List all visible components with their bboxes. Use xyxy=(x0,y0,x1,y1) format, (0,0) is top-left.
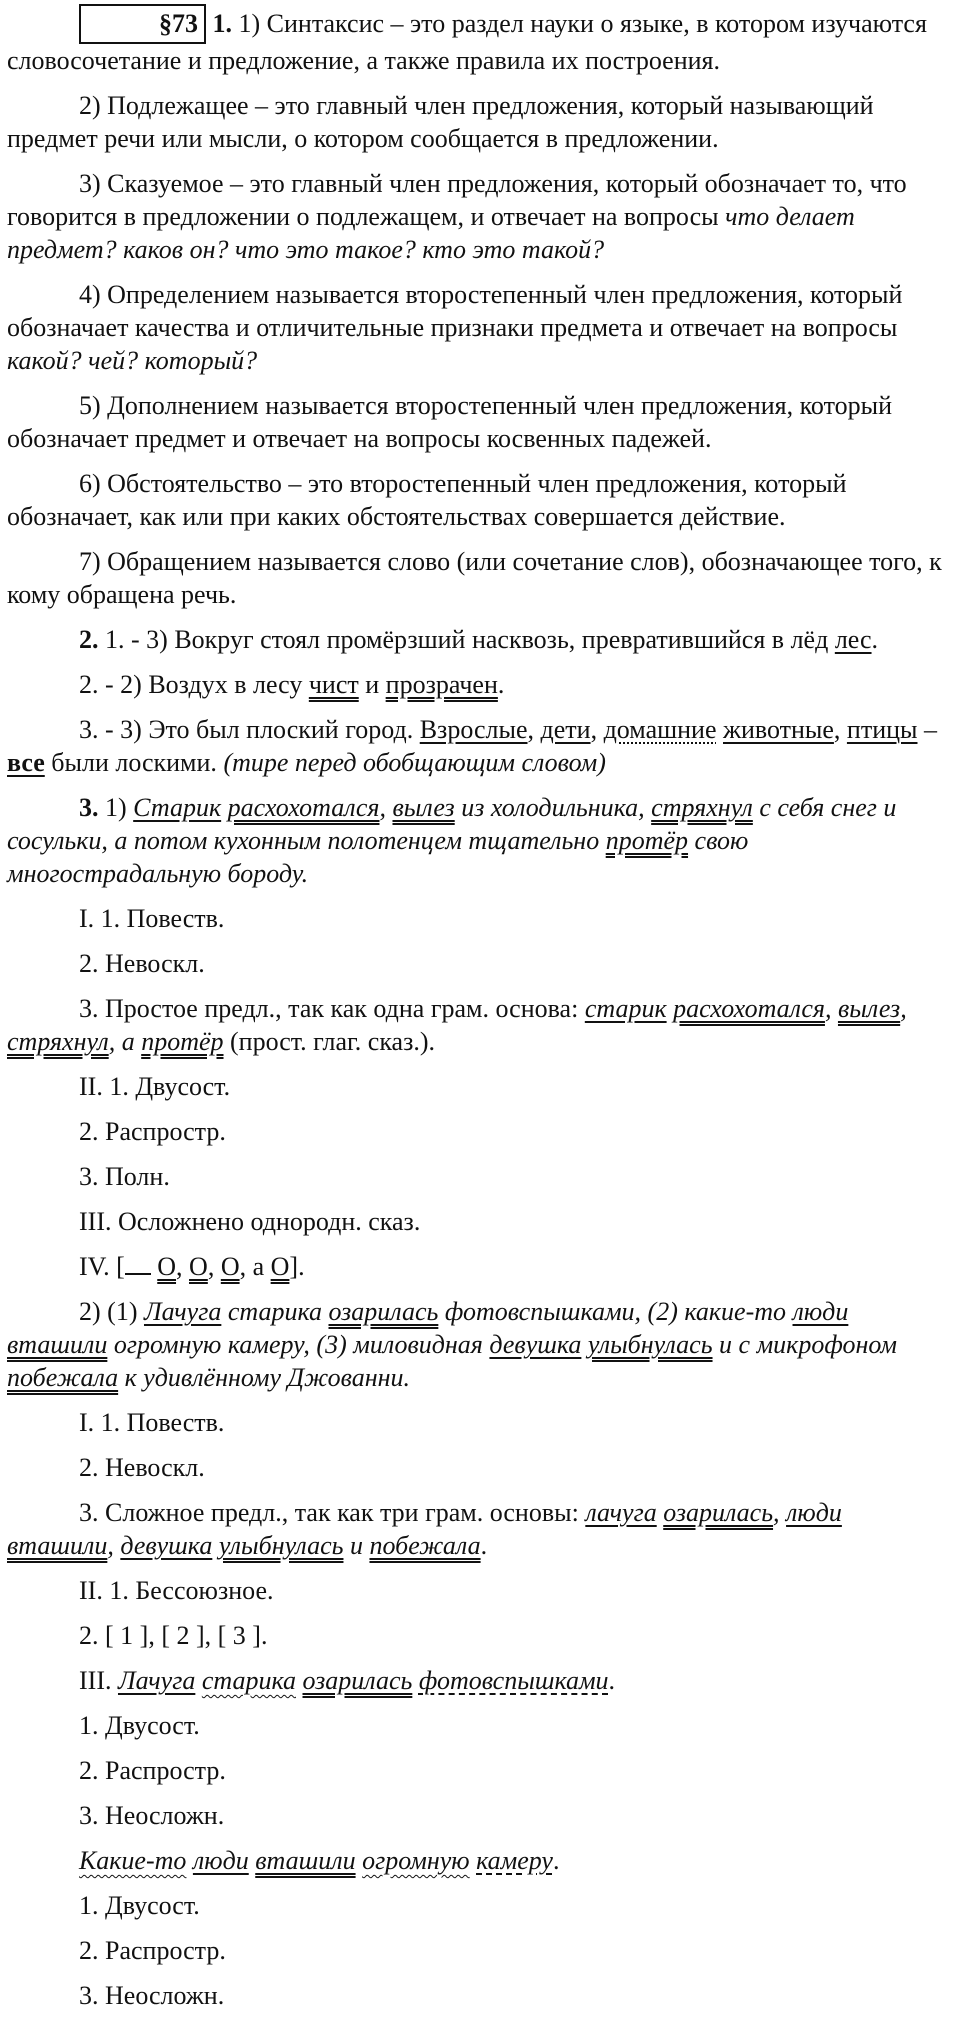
analysis-line: 3. Неосложн. xyxy=(79,1801,225,1830)
analysis-line: II. 1. Бессоюзное. xyxy=(79,1576,274,1605)
predicate-word: вташили xyxy=(7,1330,108,1359)
text: 3. Сложное предл., так как три грам. основы: xyxy=(79,1498,586,1527)
task1-p2: 2) Подлежащее – это главный член предложения, который называющий предмет речи или мысли, о котором сообщается в предложении. xyxy=(7,91,874,153)
punct: , xyxy=(176,1252,190,1281)
analysis-line xyxy=(7,1664,955,1697)
analysis-line: 2. Распростр. xyxy=(79,1756,226,1785)
conj: и xyxy=(343,1531,370,1560)
punct: ]. xyxy=(289,1252,305,1281)
analysis-line: 2. Распростр. xyxy=(79,1117,226,1146)
punct: , xyxy=(107,1531,121,1560)
predicate-word: побежала xyxy=(7,1363,119,1392)
predicate-word: прозрачен xyxy=(385,670,498,699)
analysis-line: I. 1. Повеств. xyxy=(79,1408,225,1437)
task2-l3-text2: были лоскими. xyxy=(44,748,224,777)
text: с себя снег и сосульки, а потом кухонным полотенцем тщательно xyxy=(7,793,897,855)
task3-s1 xyxy=(7,791,955,890)
document-page xyxy=(7,0,955,2024)
subject-word: Взрослые xyxy=(419,715,528,744)
subject-word: животные xyxy=(723,715,834,744)
task1-p7: 7) Обращением называется слово (или сочетание слов), обозначающее того, к кому обращена речь. xyxy=(7,547,942,609)
analysis-line: I. 1. Повеств. xyxy=(79,904,225,933)
punct: , а xyxy=(239,1252,271,1281)
text: III. xyxy=(79,1666,118,1695)
analysis-line xyxy=(7,1844,955,1877)
analysis-line: 3. Полн. xyxy=(79,1162,170,1191)
section-number: §73 xyxy=(79,4,206,44)
attribute-word: домашние xyxy=(603,715,717,744)
predicate-word: протёр xyxy=(141,1027,224,1056)
subject-word: люди xyxy=(792,1297,849,1326)
analysis-line: 1. Двусост. xyxy=(79,1711,200,1740)
analysis-line: 2. Невоскл. xyxy=(79,949,205,978)
task1-p4-italic: какой? чей? который? xyxy=(7,346,258,375)
punct: , xyxy=(207,1252,221,1281)
conj: и xyxy=(358,670,386,699)
task1-p3 xyxy=(7,167,955,266)
task1-p3-italic: что делает предмет? каков он? что это такое? кто это такой? xyxy=(7,202,855,264)
task2-number: 2. xyxy=(79,625,99,654)
predicate-word: побежала xyxy=(369,1531,481,1560)
subject-word: Старик xyxy=(133,793,222,822)
punct: , xyxy=(590,715,604,744)
subject-word: старик xyxy=(584,994,667,1023)
predicate-word: протёр xyxy=(605,826,689,855)
punct: , xyxy=(833,715,847,744)
text: (прост. глаг. сказ.). xyxy=(223,1027,436,1056)
subject-word: Лачуга xyxy=(143,1297,222,1326)
subject-word: лачуга xyxy=(585,1498,657,1527)
predicate-word: расхохотался xyxy=(227,793,380,822)
punct: – xyxy=(917,715,937,744)
item-number: 2) (1) xyxy=(79,1297,144,1326)
punct: . xyxy=(608,1666,616,1695)
predicate-word: озарилась xyxy=(663,1498,774,1527)
text: IV. [ xyxy=(79,1252,125,1281)
predicate-word: стряхнул xyxy=(7,1027,109,1056)
subject-word: лес xyxy=(834,625,872,654)
task3-s2 xyxy=(7,1295,955,1394)
subject-scheme-mark xyxy=(125,1251,151,1275)
analysis-line: 2. Невоскл. xyxy=(79,1453,205,1482)
predicate-scheme: O xyxy=(157,1252,177,1281)
analysis-line: 1. Двусост. xyxy=(79,1891,200,1920)
text: , а xyxy=(108,1027,142,1056)
predicate-word: улыбнулась xyxy=(218,1531,344,1560)
predicate-scheme: O xyxy=(220,1252,240,1281)
task1-p4 xyxy=(7,278,955,377)
scheme-line: 2. [ 1 ], [ 2 ], [ 3 ]. xyxy=(79,1621,268,1650)
text: к удивлённому Джованни. xyxy=(118,1363,410,1392)
text: фотовспышками, (2) какие-то xyxy=(438,1297,793,1326)
punct: , xyxy=(900,994,907,1023)
punct: . xyxy=(480,1531,488,1560)
subject-word: люди xyxy=(192,1846,249,1875)
predicate-scheme: O xyxy=(189,1252,208,1281)
task2-l1 xyxy=(7,623,955,656)
task1-number: 1. xyxy=(212,9,232,38)
punct: . xyxy=(871,625,879,654)
subject-word: Лачуга xyxy=(117,1666,196,1695)
predicate-word: чист xyxy=(308,670,359,699)
attribute-word: Какие-то xyxy=(79,1846,187,1875)
predicate-word: озарилась xyxy=(302,1666,413,1695)
task1-p4-text: 4) Определением называется второстепенный член предложения, который обозначает качества и отличительные признаки предмета и отвечает на вопросы xyxy=(7,280,903,342)
task2-l2 xyxy=(7,668,955,701)
subject-word: дети xyxy=(540,715,591,744)
text: 3. Простое предл., так как одна грам. основа: xyxy=(79,994,585,1023)
text: старика xyxy=(221,1297,329,1326)
punct: . xyxy=(552,1846,560,1875)
analysis-line xyxy=(7,992,955,1058)
punct: . xyxy=(497,670,505,699)
scheme-line xyxy=(7,1250,955,1283)
object-word: камеру xyxy=(476,1846,553,1875)
task2-l2-text: 2. - 2) Воздух в лесу xyxy=(79,670,309,699)
predicate-word: расхохотался xyxy=(673,994,825,1023)
punct: , xyxy=(527,715,541,744)
task1-p3-text: 3) Сказуемое – это главный член предложения, который обозначает то, что говорится в предложении о подлежащем, и отвечает на вопросы xyxy=(7,169,907,231)
task1-p5: 5) Дополнением называется второстепенный член предложения, который обозначает предмет и отвечает на вопросы косвенных падежей. xyxy=(7,391,892,453)
predicate-word: вташили xyxy=(255,1846,356,1875)
task3-number: 3. xyxy=(79,793,99,822)
analysis-line: III. Осложнено однородн. сказ. xyxy=(79,1207,421,1236)
attribute-word: огромную xyxy=(362,1846,470,1875)
analysis-line: II. 1. Двусост. xyxy=(79,1072,231,1101)
subject-word: птицы xyxy=(846,715,918,744)
predicate-scheme: O xyxy=(270,1252,290,1281)
predicate-word: вташили xyxy=(7,1531,108,1560)
punct: , xyxy=(379,793,393,822)
analysis-line xyxy=(7,1496,955,1562)
task2-l3-text: 3. - 3) Это был плоский город. xyxy=(79,715,420,744)
attribute-word: старика xyxy=(201,1666,296,1695)
task2-l1-text: 1. - 3) Вокруг стоял промёрзший насквозь, превратившийся в лёд xyxy=(98,625,835,654)
subject-word: девушка xyxy=(120,1531,213,1560)
text: огромную камеру, (3) миловидная xyxy=(107,1330,490,1359)
item-number: 1) xyxy=(98,793,134,822)
subject-word: люди xyxy=(786,1498,842,1527)
object-word: фотовспышками xyxy=(418,1666,609,1695)
punct: , xyxy=(824,994,838,1023)
subject-word: девушка xyxy=(489,1330,582,1359)
predicate-word: стряхнул xyxy=(651,793,753,822)
text: и с микрофоном xyxy=(712,1330,897,1359)
task2-l3 xyxy=(7,713,955,779)
predicate-word: вылез xyxy=(392,793,455,822)
text: свою многострадальную бороду. xyxy=(7,826,749,888)
task2-note: (тире перед обобщающим словом) xyxy=(223,748,606,777)
predicate-word: озарилась xyxy=(328,1297,439,1326)
task1-p1-text: 1) Синтаксис – это раздел науки о языке, в котором изучаются словосочетание и предложение, а также правила их построения. xyxy=(7,9,927,75)
predicate-word: улыбнулась xyxy=(587,1330,713,1359)
predicate-word: вылез xyxy=(837,994,901,1023)
analysis-line: 3. Неосложн. xyxy=(79,1981,225,2010)
task1-p1 xyxy=(7,4,955,77)
generalizing-word: все xyxy=(7,748,45,777)
text: из холодильника, xyxy=(454,793,652,822)
task1-p6: 6) Обстоятельство – это второстепенный член предложения, который обозначает, как или при каких обстоятельствах совершается действие. xyxy=(7,469,847,531)
analysis-line: 2. Распростр. xyxy=(79,1936,226,1965)
punct: , xyxy=(773,1498,787,1527)
